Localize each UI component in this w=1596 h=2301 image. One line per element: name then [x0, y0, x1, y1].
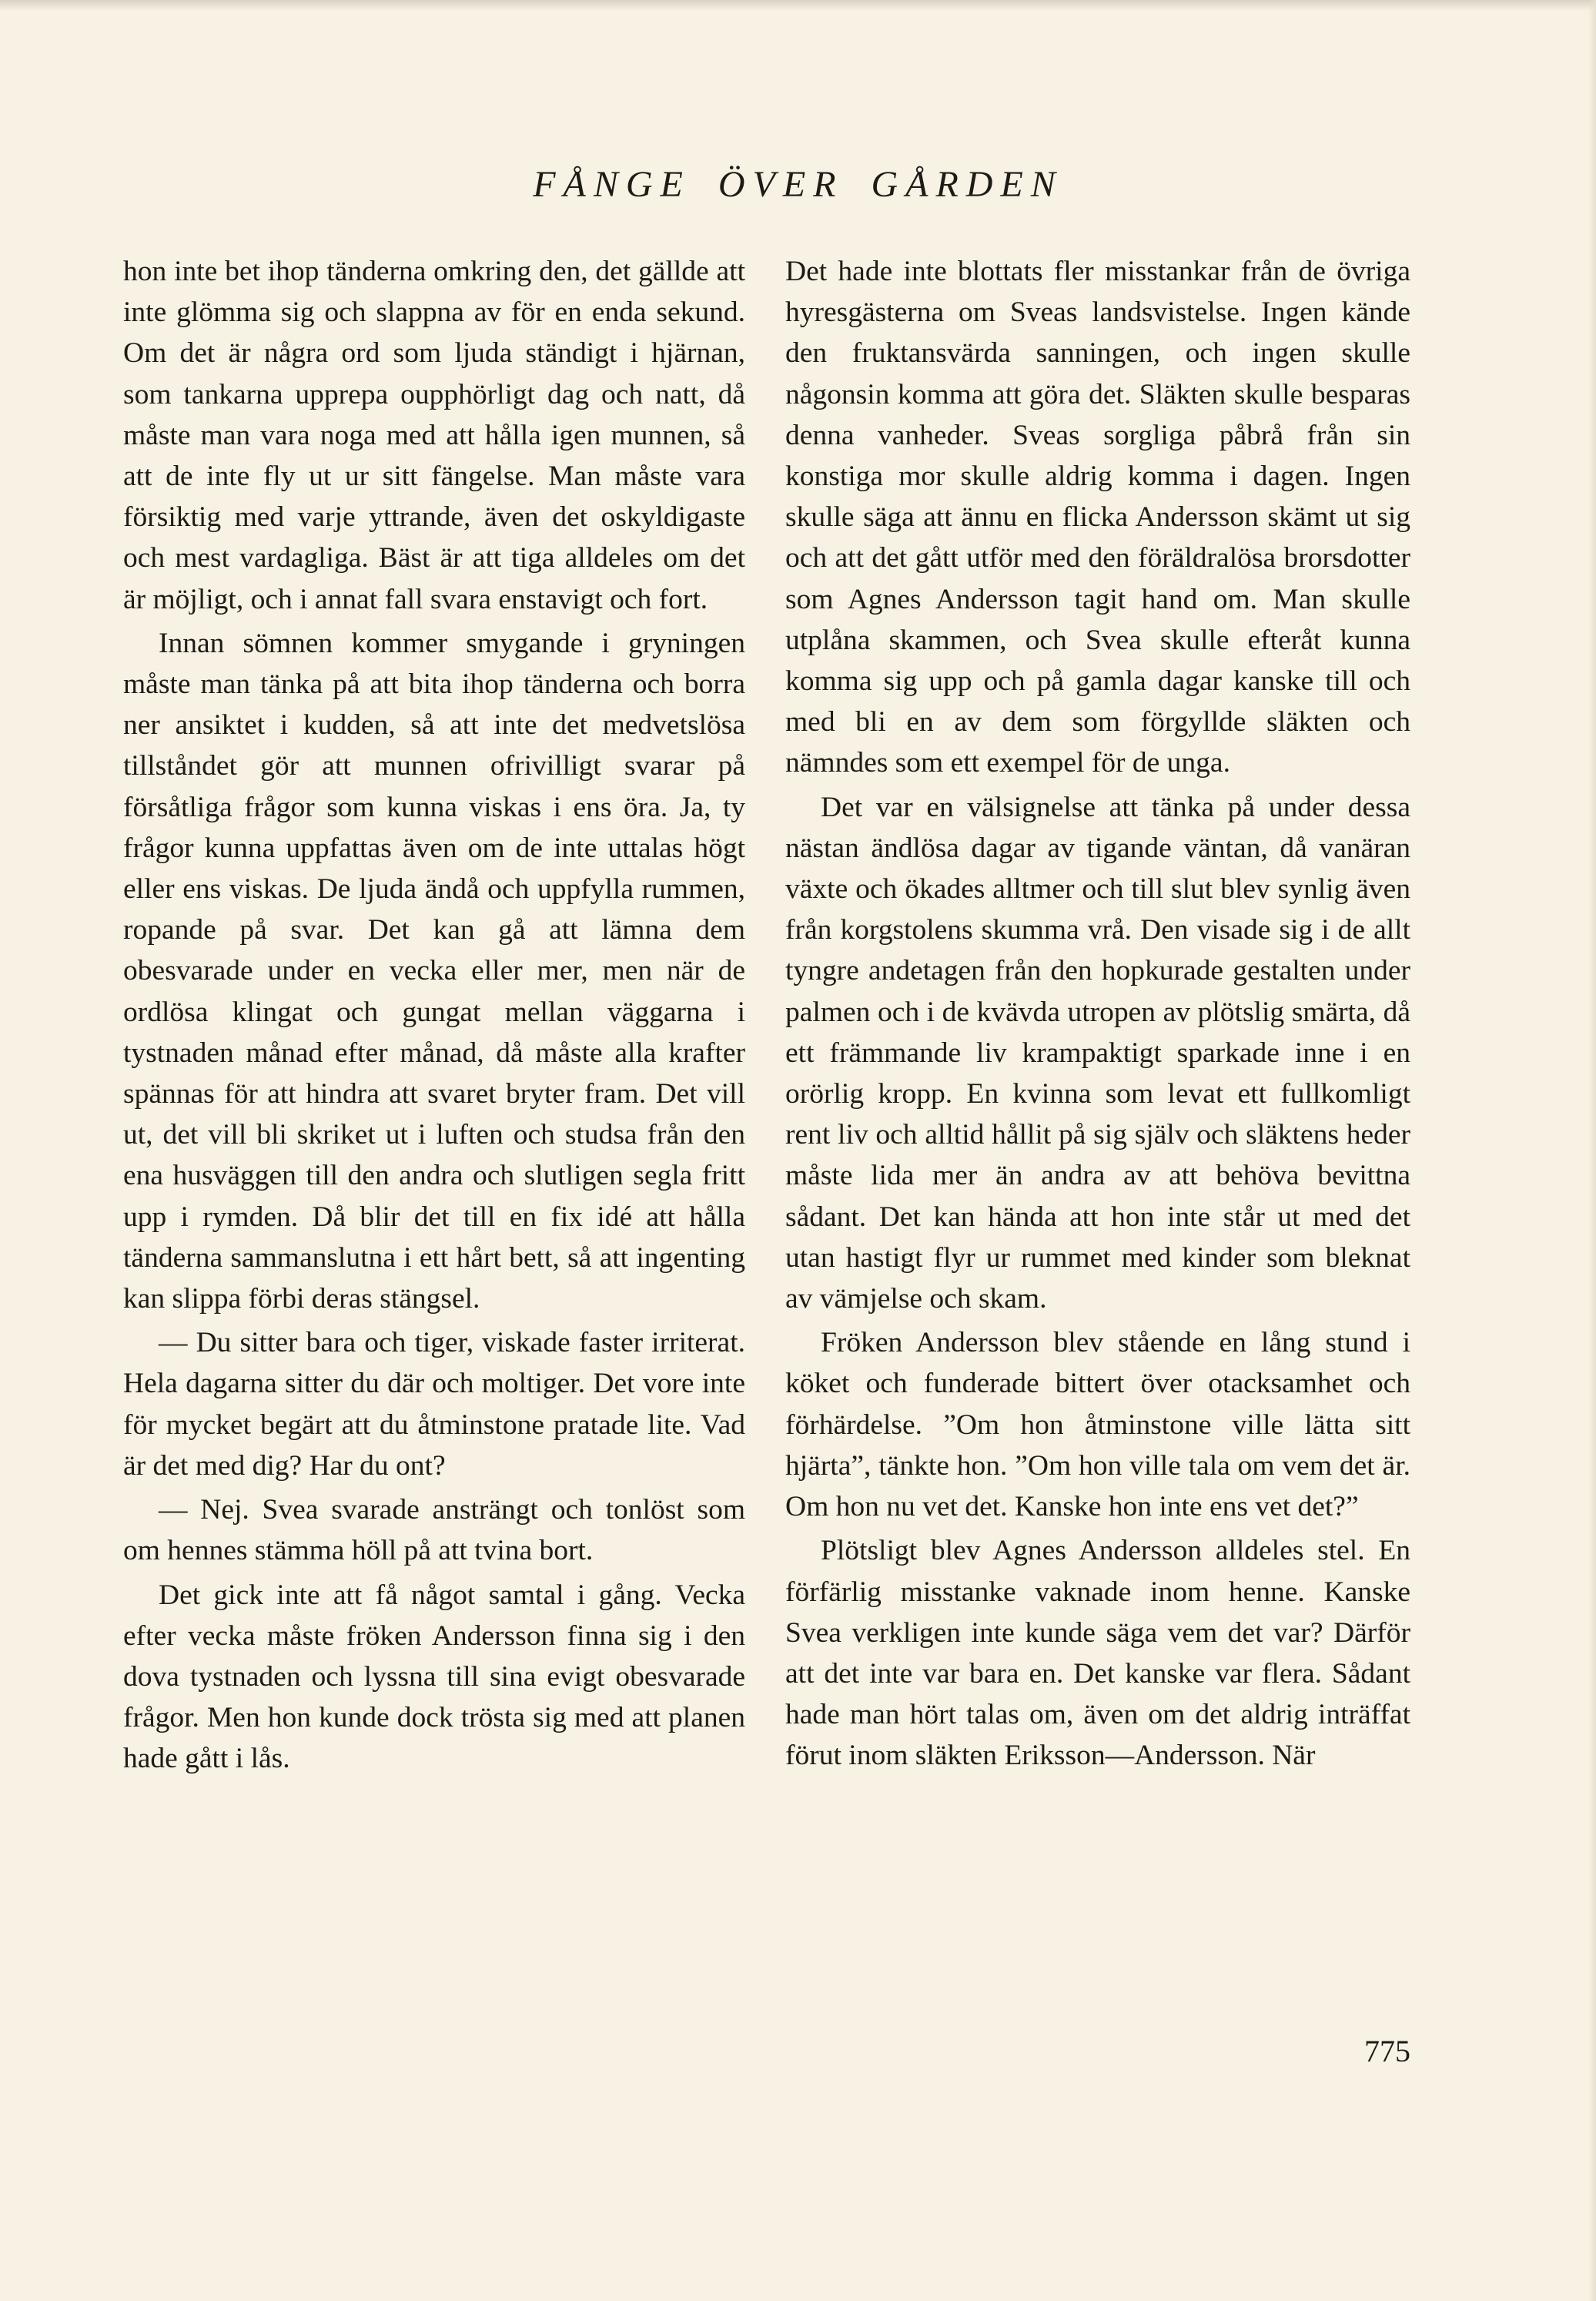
left-paragraph-2: Innan sömnen kommer smygande i gryningen måste man tänka på att bita ihop tänderna och borra ner ansiktet i kudden, så att inte det medvetslösa tillståndet gör att munnen ofrivilligt svarar på försåtliga frågor som kunna viskas i ens öra. Ja, ty frågor kunna uppfattas även om de inte uttalas högt eller ens viskas. De ljuda ändå och uppfylla rummen, ropande på svar. Det kan gå att lämna dem obesvarade under en vecka eller mer, men när de ordlösa klingat och gungat mellan väggarna i tystnaden månad efter månad, då måste alla krafter spännas för att hindra att svaret bryter fram. Det vill ut, det vill bli skriket ut i luften och studsa från den ena husväggen till den andra och slutligen segla fritt upp i rymden. Då blir det till en fix idé att hålla tänderna sammanslutna i ett hårt bett, så att ingenting kan slippa förbi deras stängsel.	[123, 627, 745, 1315]
page-top-edge	[0, 0, 1596, 11]
right-paragraph-3: Fröken Andersson blev stående en lång stund i köket och funderade bittert över otacksamhet och förhärdelse. ”Om hon åtminstone ville lätta sitt hjärta”, tänkte hon. ”Om hon ville tala om vem det är. Om hon nu vet det. Kanske hon inte ens vet det?”	[785, 1327, 1410, 1523]
right-paragraph-2: Det var en välsignelse att tänka på under dessa nästan ändlösa dagar av tigande väntan, då vanäran växte och ökades alltmer och till slut blev synlig även från korgstolens skumma vrå. Den visade sig i de allt tyngre andetagen från den hopkurade gestalten under palmen och i de kvävda utropen av plötslig smärta, då ett främmande liv krampaktigt sparkade inne i en orörlig kropp. En kvinna som levat ett fullkomligt rent liv och alltid hållit på sig själv och släktens heder måste lida mer än andra av att behöva bevittna sådant. Det kan hända att hon inte står ut med det utan hastigt flyr ur rummet med kinder som bleknat av vämjelse och skam.	[785, 791, 1410, 1315]
page-number: 775	[1364, 2034, 1410, 2068]
left-paragraph-4: — Nej. Svea svarade ansträngt och tonlöst som om hennes stämma höll på att tvina bort.	[123, 1494, 745, 1567]
left-paragraph-5: Det gick inte att få något samtal i gång. Vecka efter vecka måste fröken Andersson finna sig i den dova tystnaden och lyssna till sina evigt obesvarade frågor. Men hon kunde dock trösta sig med att planen hade gått i lås.	[123, 1579, 745, 1775]
right-paragraph-1: Det hade inte blottats fler misstankar från de övriga hyresgästerna om Sveas landsvistelse. Ingen kände den fruktansvärda sanningen, och ingen skulle någonsin komma att göra det. Släkten skulle besparas denna vanheder. Sveas sorgliga påbrå från sin konstiga mor skulle aldrig komma i dagen. Ingen skulle säga att ännu en flicka Andersson skämt ut sig och att det gått utför med den föräldralösa brorsdotter som Agnes Andersson tagit hand om. Man skulle utplåna skammen, och Svea skulle efteråt kunna komma sig upp och på gamla dagar kanske till och med bli en av dem som förgyllde släkten och nämndes som ett exempel för de unga.	[785, 256, 1410, 779]
left-column	[123, 251, 745, 2007]
right-paragraph-4: Plötsligt blev Agnes Andersson alldeles stel. En förfärlig misstanke vaknade inom henne. Kanske Svea verkligen inte kunde säga vem det var? Därför att det inte var bara en. Det kanske var flera. Sådant hade man hört talas om, även om det aldrig inträffat förut inom släkten Eriksson—Andersson. När	[785, 1535, 1410, 1772]
left-paragraph-1: hon inte bet ihop tänderna omkring den, det gällde att inte glömma sig och slappna av för en enda sekund. Om det är några ord som ljuda ständigt i hjärnan, som tankarna upprepa oupphörligt dag och natt, då måste man vara noga med att hålla igen munnen, så att de inte fly ut ur sitt fängelse. Man måste vara försiktig med varje yttrande, även det oskyldigaste och mest vardagliga. Bäst är att tiga alldeles om det är möjligt, och i annat fall svara enstavigt och fort.	[123, 256, 745, 615]
page-right-edge	[1588, 0, 1596, 2301]
running-head: FÅNGE ÖVER GÅRDEN	[533, 164, 1063, 205]
left-paragraph-3: — Du sitter bara och tiger, viskade faster irriterat. Hela dagarna sitter du där och moltiger. Det vore inte för mycket begärt att du åtminstone pratade lite. Vad är det med dig? Har du ont?	[123, 1327, 745, 1482]
right-column	[785, 251, 1410, 2007]
